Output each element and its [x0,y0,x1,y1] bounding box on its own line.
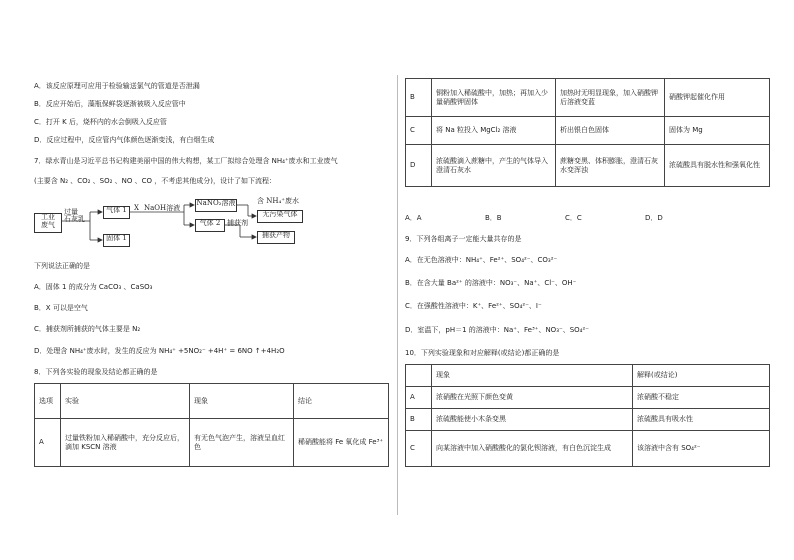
q7-option-b: B．X 可以是空气 [34,304,88,312]
flow-waste-gas-box: 工业 废气 [34,213,62,233]
q8-row-d-option: D [406,145,432,187]
table-row [35,419,389,467]
flow-nh4-waste-label: 含 NH₄⁺废水 [257,197,299,205]
q8-row-b-option: B [406,79,432,117]
q10-row-c-option: C [406,431,432,467]
q8-row-a-experiment: 过量铁粉加入稀硝酸中，充分反应后，滴加 KSCN 溶液 [61,419,190,467]
q7-stem-line1: 7．绿水青山是习近平总书记构建美丽中国的伟大构想，某工厂拟综合处理含 NH₄⁺废水和工业废气 [34,157,338,165]
q8-header-experiment: 实验 [61,384,190,419]
q8-header-phenomenon: 现象 [190,384,294,419]
q7-option-d: D．处理含 NH₄⁺废水时，发生的反应为 NH₄⁺ +5NO₂⁻ +4H⁺ = 6NO ↑+4H₂O [34,347,285,355]
q10-row-a-phenomenon: 浓硝酸在光照下颜色变黄 [432,387,633,409]
q9-option-c: C．在强酸性溶液中：K⁺、Fe²⁺、SO₄²⁻、I⁻ [405,302,542,310]
table-row [406,431,770,467]
q8-table-left [34,383,389,467]
q9-option-a: A．在无色溶液中：NH₄⁺、Fe²⁺、SO₄²⁻、CO₃²⁻ [405,256,558,264]
q8-choice-d: D．D [645,214,663,222]
table-row [406,409,770,431]
q10-header-explanation: 解释(或结论) [633,365,770,387]
q10-row-c-phenomenon: 向某溶液中加入硝酸酸化的氯化钡溶液，有白色沉淀生成 [432,431,633,467]
q8-row-d-conclusion: 浓硫酸具有脱水性和强氧化性 [665,145,770,187]
q10-header-option [406,365,432,387]
table-row [406,117,770,145]
q7-question: 下列说法正确的是 [34,262,90,270]
q9-title: 9．下列各组离子一定能大量共存的是 [405,235,522,243]
q8-row-c-experiment: 将 Na 粒投入 MgCl₂ 溶液 [432,117,556,145]
q10-row-b-option: B [406,409,432,431]
q8-row-d-phenomenon: 蔗糖变黑、体积膨胀，澄清石灰水变浑浊 [556,145,665,187]
q10-table [405,364,770,467]
flow-solid1-box: 固体 1 [103,234,130,247]
q10-row-b-explanation: 浓硫酸具有吸水性 [633,409,770,431]
q8-choice-c: C．C [565,214,582,222]
q10-row-a-explanation: 浓硝酸不稳定 [633,387,770,409]
q8-table-right [405,78,770,187]
q7-stem-line2: (主要含 N₂ 、CO₂ 、SO₂ 、NO 、CO ，不考虑其他成分)，设计了如下流程： [34,177,276,185]
q9-option-b: B．在含大量 Ba²⁺ 的溶液中：NO₃⁻、Na⁺、Cl⁻、OH⁻ [405,279,577,287]
q8-row-a-option: A [35,419,61,467]
flow-excess-lime-label: 过量 石灰乳 [64,208,85,224]
q8-row-c-phenomenon: 析出银白色固体 [556,117,665,145]
q7-option-a: A．固体 1 的成分为 CaCO₃ 、CaSO₃ [34,283,153,291]
flow-x-label: X [134,204,139,212]
q8-title: 8．下列各实验的现象及结论都正确的是 [34,368,158,376]
q8-header-row [35,384,389,419]
q10-row-b-phenomenon: 浓硫酸能使小木条变黑 [432,409,633,431]
q10-header-phenomenon: 现象 [432,365,633,387]
q6-option-d: D．反应过程中，反应管内气体颜色逐渐变浅，有白烟生成 [34,136,215,144]
q8-row-b-experiment: 铜粉加入稀硫酸中，加热；再加入少量硝酸钾固体 [432,79,556,117]
flow-capture-agent-label: 捕获剂 [227,219,248,227]
q9-option-d: D．室温下，pH＝1 的溶液中：Na⁺、Fe³⁺、NO₃⁻、SO₄²⁻ [405,326,589,334]
q10-row-c-explanation: 该溶液中含有 SO₄²⁻ [633,431,770,467]
process-flowchart [34,195,334,255]
q7-option-c: C．捕获剂所捕获的气体主要是 N₂ [34,325,141,333]
flow-no-pollution-box: 无污染气体 [257,210,303,223]
flow-naoh-label: NaOH溶液 [144,204,181,212]
flow-nano2-box: NaNO₂溶液 [195,199,237,212]
q6-option-a: A．该反应原理可应用于检验输送氯气的管道是否泄漏 [34,82,200,90]
q8-row-d-experiment: 浓硫酸滴入蔗糖中，产生的气体导入澄清石灰水 [432,145,556,187]
table-row [406,387,770,409]
q6-option-b: B．反应开始后，藻瓶保鲜袋逐渐被吸入反应管中 [34,100,186,108]
flow-gas2-box: 气体 2 [195,219,225,232]
q10-row-a-option: A [406,387,432,409]
table-row [406,79,770,117]
q8-row-b-conclusion: 硝酸钾起催化作用 [665,79,770,117]
flow-gas1-box: 气体 1 [103,206,130,219]
q8-choice-b: B．B [485,214,502,222]
q8-header-conclusion: 结论 [294,384,389,419]
q8-row-a-conclusion: 稀硝酸能将 Fe 氧化成 Fe³⁺ [294,419,389,467]
q10-header-row [406,365,770,387]
q8-row-a-phenomenon: 有无色气泡产生，溶液呈血红色 [190,419,294,467]
q8-row-b-phenomenon: 加热时无明显现象，加入硝酸钾后溶液变蓝 [556,79,665,117]
q8-row-c-conclusion: 固体为 Mg [665,117,770,145]
q8-row-c-option: C [406,117,432,145]
q6-option-c: C．打开 K 后，烧杯内的水会倒吸入反应管 [34,118,167,126]
table-row [406,145,770,187]
column-divider [397,75,398,515]
flow-capture-product-box: 捕获产物 [257,231,295,244]
q8-header-option: 选项 [35,384,61,419]
q8-choice-a: A．A [405,214,422,222]
q10-title: 10．下列实验现象和对应解释(或结论)都正确的是 [405,349,560,357]
